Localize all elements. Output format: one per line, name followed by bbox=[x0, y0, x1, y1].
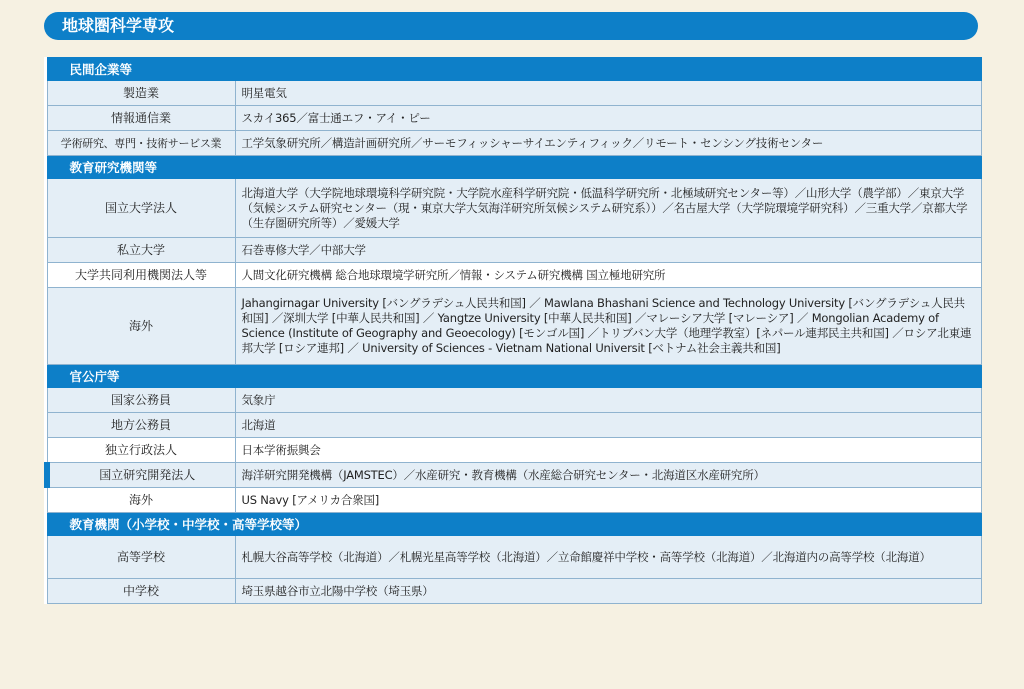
table-row bbox=[47, 438, 981, 463]
table-row bbox=[47, 179, 981, 238]
category-cell: 情報通信業 bbox=[47, 106, 235, 131]
category-cell: 製造業 bbox=[47, 81, 235, 106]
section-header-label: 民間企業等 bbox=[47, 58, 981, 81]
value-cell: 札幌大谷高等学校（北海道）／札幌光星高等学校（北海道）／立命館慶祥中学校・高等学校（北海道）／北海道内の高等学校（北海道） bbox=[235, 536, 981, 579]
category-cell: 中学校 bbox=[47, 579, 235, 604]
category-cell: 高等学校 bbox=[47, 536, 235, 579]
table-row bbox=[47, 263, 981, 288]
value-cell: 明星電気 bbox=[235, 81, 981, 106]
section-header-government bbox=[47, 365, 981, 388]
table-row bbox=[47, 81, 981, 106]
table-row bbox=[47, 579, 981, 604]
value-cell: スカイ365／富士通エフ・アイ・ピー bbox=[235, 106, 981, 131]
section-header-education-research bbox=[47, 156, 981, 179]
category-cell: 海外 bbox=[47, 488, 235, 513]
value-cell: 海洋研究開発機構（JAMSTEC）／水産研究・教育機構（水産総合研究センター・北海道区水産研究所） bbox=[235, 463, 981, 488]
table-row bbox=[47, 288, 981, 365]
table-row bbox=[47, 488, 981, 513]
page-title: 地球圏科学専攻 bbox=[44, 12, 978, 40]
career-table bbox=[44, 57, 982, 604]
category-cell: 学術研究、専門・技術サービス業 bbox=[47, 131, 235, 156]
table-row bbox=[47, 238, 981, 263]
value-cell: 人間文化研究機構 総合地球環境学研究所／情報・システム研究機構 国立極地研究所 bbox=[235, 263, 981, 288]
category-cell: 国立大学法人 bbox=[47, 179, 235, 238]
value-cell: 日本学術振興会 bbox=[235, 438, 981, 463]
table-row bbox=[47, 536, 981, 579]
section-header-label: 教育研究機関等 bbox=[47, 156, 981, 179]
category-cell: 国立研究開発法人 bbox=[47, 463, 235, 488]
category-cell: 国家公務員 bbox=[47, 388, 235, 413]
table-row bbox=[47, 388, 981, 413]
category-cell: 地方公務員 bbox=[47, 413, 235, 438]
section-header-private bbox=[47, 58, 981, 81]
value-cell: 工学気象研究所／構造計画研究所／サーモフィッシャーサイエンティフィック／リモート・センシング技術センター bbox=[235, 131, 981, 156]
value-cell: Jahangirnagar University [バングラデシュ人民共和国] ／ Mawlana Bhashani Science and Technology University [バングラデシュ人民共和国] ／深圳大学 [中華人民共和国] ／ Yangtze University [中華人民共和国] ／マレーシア大学 [マレーシア] ／ Mongolian Academy of Science (Institute of Geography and Geoecology) [モンゴル国] ／トリブバン大学（地理学教室）[ネパール連邦民主共和国] ／ロシア北東連邦大学 [ロシア連邦] ／ University of Sciences - Vietnam National Universit [ベトナム社会主義共和国] bbox=[235, 288, 981, 365]
category-cell: 独立行政法人 bbox=[47, 438, 235, 463]
value-cell: 北海道大学（大学院地球環境科学研究院・大学院水産科学研究院・低温科学研究所・北極域研究センター等）／山形大学（農学部）／東京大学（気候システム研究センター（現・東京大学大気海洋研究所気候システム研究系））／名古屋大学（大学院環境学研究科）／三重大学／京都大学（生存圏研究所等）／愛媛大学 bbox=[235, 179, 981, 238]
category-cell: 私立大学 bbox=[47, 238, 235, 263]
section-header-label: 官公庁等 bbox=[47, 365, 981, 388]
table-row bbox=[47, 413, 981, 438]
table-row bbox=[47, 463, 981, 488]
value-cell: 埼玉県越谷市立北陽中学校（埼玉県） bbox=[235, 579, 981, 604]
value-cell: 石巻専修大学／中部大学 bbox=[235, 238, 981, 263]
value-cell: US Navy [アメリカ合衆国] bbox=[235, 488, 981, 513]
category-cell: 大学共同利用機関法人等 bbox=[47, 263, 235, 288]
section-header-schools bbox=[47, 513, 981, 536]
table-row bbox=[47, 131, 981, 156]
value-cell: 北海道 bbox=[235, 413, 981, 438]
section-header-label: 教育機関（小学校・中学校・高等学校等） bbox=[47, 513, 981, 536]
value-cell: 気象庁 bbox=[235, 388, 981, 413]
category-cell: 海外 bbox=[47, 288, 235, 365]
table-row bbox=[47, 106, 981, 131]
